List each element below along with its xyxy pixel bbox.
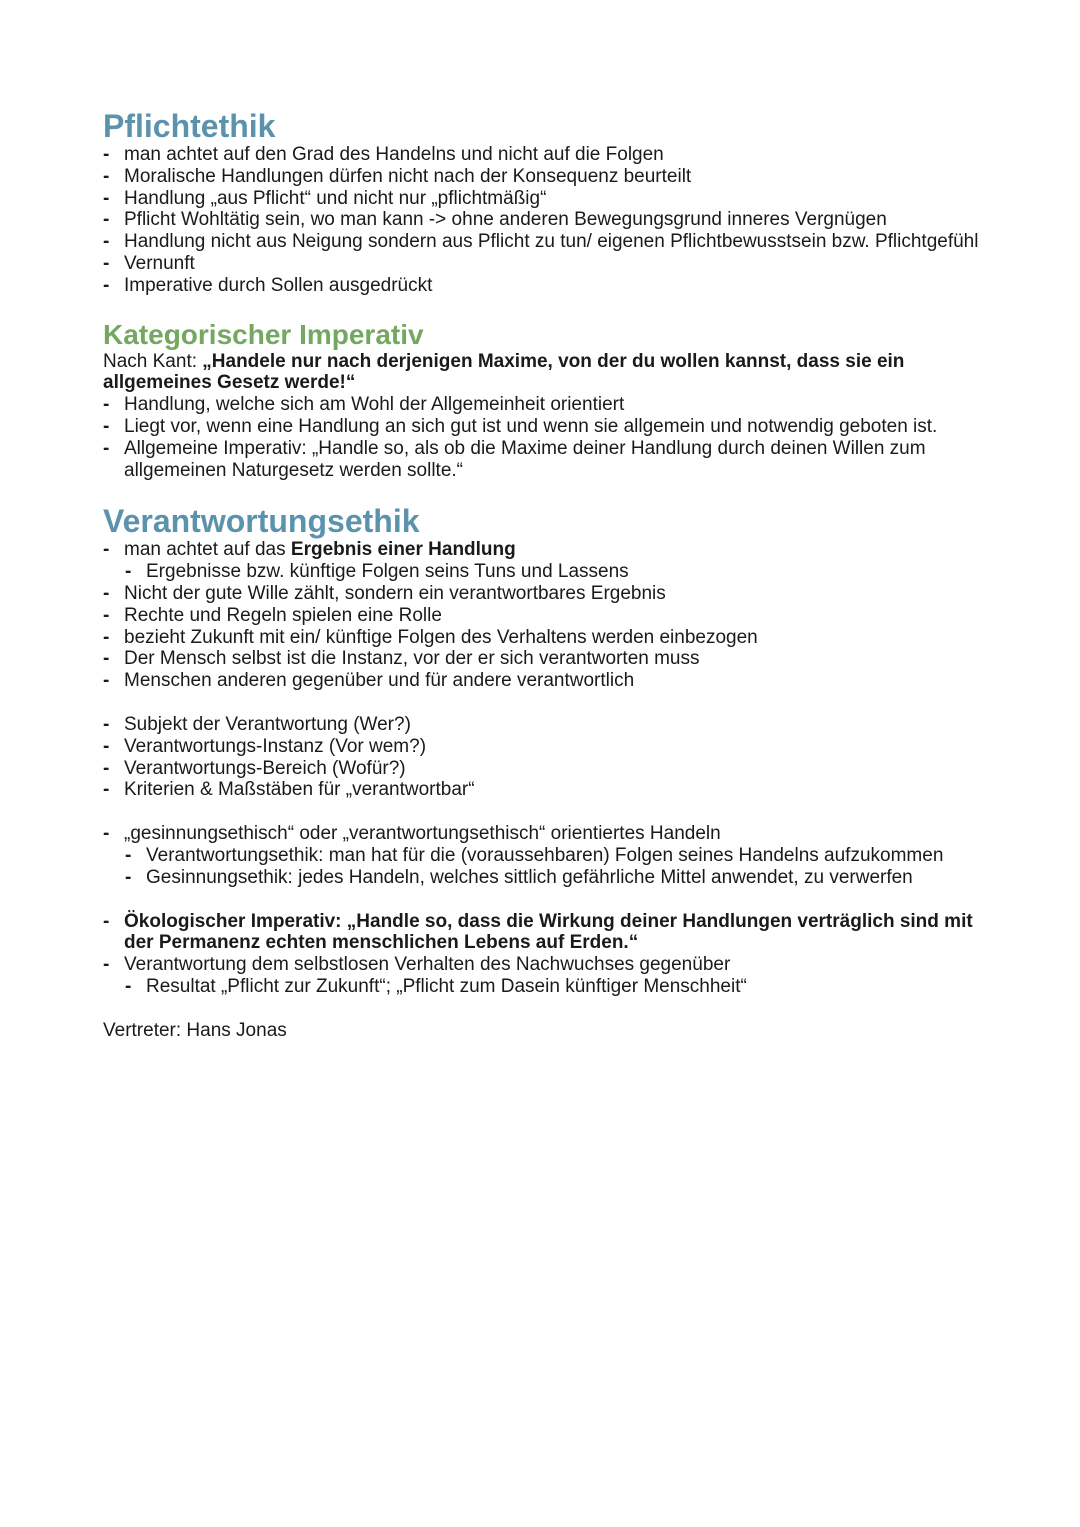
orientation-list (103, 823, 993, 888)
kategorischer-imperativ-heading: Kategorischer Imperativ (103, 318, 424, 350)
questions-list (103, 714, 993, 801)
list-item: - Pflicht Wohltätig sein, wo man kann -> ohne anderen Bewegungsgrund inneres Vergnügen (103, 209, 993, 231)
document-page (103, 108, 993, 1042)
list-item: - Verantwortung dem selbstlosen Verhalten des Nachwuchses gegenüber (103, 954, 993, 976)
first-item-bold: Ergebnis einer Handlung (290, 539, 516, 561)
list-item: - Imperative durch Sollen ausgedrückt (103, 275, 993, 297)
list-item: - Vernunft (103, 253, 993, 275)
verantwortung-list (103, 539, 993, 692)
pflichtethik-heading: Pflichtethik (103, 108, 276, 144)
list-item: - Kriterien & Maßstäben für „verantwortbar“ (103, 779, 993, 801)
list-item: - bezieht Zukunft mit ein/ künftige Folgen des Verhaltens werden einbezogen (103, 627, 993, 649)
list-item: - Liegt vor, wenn eine Handlung an sich gut ist und wenn sie allgemein und notwendig geboten ist. (103, 416, 993, 438)
list-item (103, 911, 993, 955)
verantwortungsethik-heading: Verantwortungsethik (103, 503, 420, 540)
sub-list-item: - Verantwortungsethik: man hat für die (voraussehbaren) Folgen seines Handelns aufzukommen (103, 845, 993, 867)
kategorisch-list (103, 394, 993, 481)
list-item: - Rechte und Regeln spielen eine Rolle (103, 605, 993, 627)
list-item: - Verantwortungs-Instanz (Vor wem?) (103, 736, 993, 758)
sub-list-item: - Resultat „Pflicht zur Zukunft“; „Pflicht zum Dasein künftiger Menschheit“ (103, 976, 993, 998)
list-item: - Handlung, welche sich am Wohl der Allgemeinheit orientiert (103, 394, 993, 416)
list-item: - Moralische Handlungen dürfen nicht nach der Konsequenz beurteilt (103, 166, 993, 188)
oeko-imperativ: Ökologischer Imperativ: „Handle so, dass die Wirkung deiner Handlungen verträglich sind mit der Permanenz echten menschlichen Lebens auf Erden.“ (124, 910, 973, 954)
list-item: - „gesinnungsethisch“ oder „verantwortungsethisch“ orientiertes Handeln (103, 823, 993, 845)
oeko-list (103, 911, 993, 998)
list-item: - Menschen anderen gegenüber und für andere verantwortlich (103, 670, 993, 692)
list-item: - Allgemeine Imperativ: „Handle so, als ob die Maxime deiner Handlung durch deinen Willen zum allgemeinen Naturgesetz werden sollte.“ (103, 438, 993, 482)
pflichtethik-list (103, 144, 993, 297)
list-item (103, 539, 993, 561)
kant-quote (103, 351, 993, 395)
list-item: - Der Mensch selbst ist die Instanz, vor der er sich verantworten muss (103, 648, 993, 670)
list-item: - Handlung „aus Pflicht“ und nicht nur „pflichtmäßig“ (103, 188, 993, 210)
list-item: - Nicht der gute Wille zählt, sondern ein verantwortbares Ergebnis (103, 583, 993, 605)
sub-list-item: - Gesinnungsethik: jedes Handeln, welches sittlich gefährliche Mittel anwendet, zu verwerfen (103, 867, 993, 889)
list-item: - Subjekt der Verantwortung (Wer?) (103, 714, 993, 736)
list-item: - Verantwortungs-Bereich (Wofür?) (103, 758, 993, 780)
vertreter: Vertreter: Hans Jonas (103, 1019, 287, 1041)
list-item: - Handlung nicht aus Neigung sondern aus Pflicht zu tun/ eigenen Pflichtbewusstsein bzw. Pflichtgefühl (103, 231, 993, 253)
kant-quote-text: „Handele nur nach derjenigen Maxime, von der du wollen kannst, dass sie ein allgemeines Gesetz werde!“ (103, 350, 905, 394)
list-item: - man achtet auf den Grad des Handelns und nicht auf die Folgen (103, 144, 993, 166)
first-item-prefix: man achtet auf das (124, 539, 291, 561)
kant-quote-prefix: Nach Kant: (103, 350, 203, 372)
sub-list-item: - Ergebnisse bzw. künftige Folgen seins Tuns und Lassens (103, 561, 993, 583)
